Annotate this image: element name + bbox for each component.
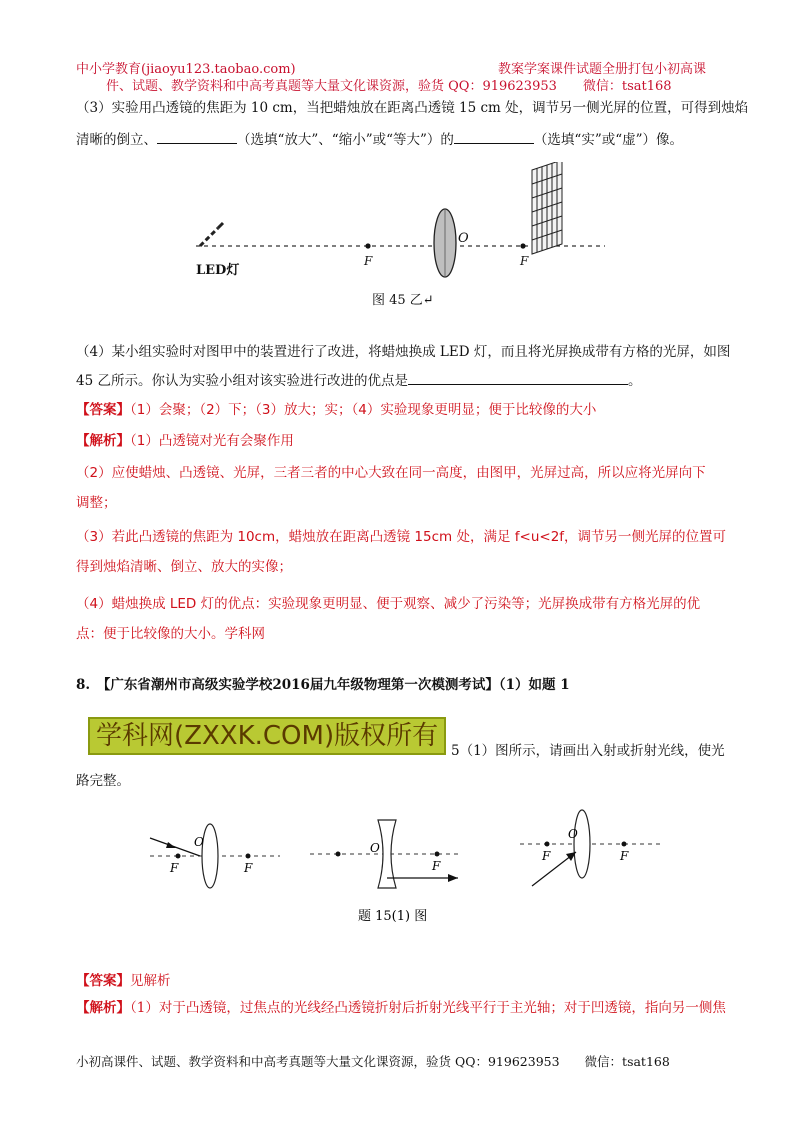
f-right-label: F [520,254,529,268]
analysis-7-l3: 调整； [76,495,117,511]
analysis-7-l6: （4）蜡烛换成 LED 灯的优点：实验现象更明显、便于观察、减少了污染等；光屏换成带有方格光屏的优 [76,596,701,612]
analysis-7-tag: 【解析】 [76,433,130,449]
q3-line1: （3）实验用凸透镜的焦距为 10 cm，当把蜡烛放在距离凸透镜 15 cm 处，调节另一侧光屏的位置，可得到烛焰 [76,100,749,116]
convex-lens-3 [574,810,590,878]
o-label-1: O [194,835,204,849]
q4-line2-end: 。 [627,373,642,389]
analysis-7-l2: （2）应使蜡烛、凸透镜、光屏，三者三者的中心大致在同一高度，由图甲，光屏过高，所以应将光屏向下 [76,465,706,481]
figure15-caption: 题 15(1) 图 [358,909,428,924]
q4-line1: （4）某小组实验时对图甲中的装置进行了改进，将蜡烛换成 LED 灯，而且将光屏换成带有方格的光屏，如图 [76,344,731,360]
q4-line2-text: 45 乙所示。你认为实验小组对该实验进行改进的优点是 [76,373,408,389]
o-label-3: O [568,827,578,841]
figure-45-diagram [190,162,610,312]
figure-15-diagram [140,800,680,930]
q3-line2-b: （选填“放大”、“缩小”或“等大”）的 [237,132,454,148]
answer-8-tag: 【答案】 [76,973,130,989]
q4-line2 [76,368,641,394]
analysis-7-l1: （1）凸透镜对光有会聚作用 [130,433,294,449]
analysis-7-l4: （3）若此凸透镜的焦距为 10cm，蜡烛放在距离凸透镜 15cm 处，满足 f<u<2f，调节另一侧光屏的位置可 [76,529,727,545]
arrow-icon [448,874,458,882]
arrow-icon [166,842,176,848]
blank-3[interactable] [408,369,628,385]
analysis-7-l7: 点：便于比较像的大小。学科网 [76,626,265,642]
answer-8 [76,968,171,994]
answer-8-text: 见解析 [130,973,171,989]
header-right: 教案学案课件试题全册打包小初高课 [498,62,707,77]
f-label-1b: F [244,861,253,875]
f-left-label: F [364,254,373,268]
convex-lens-1 [202,824,218,888]
answer-7 [76,397,596,423]
analysis-8 [76,995,726,1021]
f-label-1a: F [170,861,179,875]
f-label-3a: F [542,849,551,863]
analysis-7-l5: 得到烛焰清晰、倒立、放大的实像； [76,559,292,575]
analysis-7-line1 [76,428,294,454]
figure45-caption: 图 45 乙↵ [372,293,434,308]
q3-line2-c: （选填“实”或“虚”）像。 [533,132,684,148]
answer-7-tag: 【答案】 [76,402,130,418]
analysis-8-text: （1）对于凸透镜，过焦点的光线经凸透镜折射后折射光线平行于主光轴；对于凹透镜，指向另一侧焦 [130,1000,726,1016]
led-lamp-icon [200,223,223,246]
focus-point-left [365,243,370,248]
header-line2: 件、试题、教学资料和中高考真题等大量文化课资源，验货 QQ：919623953 微信：tsat168 [106,79,672,94]
q3-line2 [76,127,683,153]
header-left: 中小学教育(jiaoyu123.taobao.com) [76,62,296,77]
blank-2[interactable] [454,128,534,144]
q8-line2: 路完整。 [76,773,130,789]
diagram-1 [150,824,280,888]
answer-7-text: （1）会聚；（2）下；（3）放大；实；（4）实验现象更明显；便于比较像的大小 [130,402,597,418]
analysis-8-tag: 【解析】 [76,1000,130,1016]
copyright-banner: 学科网(ZXXK.COM)版权所有 [88,717,446,755]
diagram-3 [520,810,660,886]
grid-screen-icon [532,162,562,254]
f-label-2: F [432,859,441,873]
q3-line2-a: 清晰的倒立、 [76,132,157,148]
blank-1[interactable] [157,128,237,144]
q8-line1-tail: 5（1）图所示，请画出入射或折射光线，使光 [451,743,725,759]
diagram-2 [310,820,460,888]
f-label-3b: F [620,849,629,863]
focus-point-right [520,243,525,248]
footer: 小初高课件、试题、教学资料和中高考真题等大量文化课资源，验货 QQ：919623953 微信：tsat168 [76,1054,670,1069]
o-label: O [458,231,469,246]
o-label-2: O [370,841,380,855]
incident-ray-1 [150,838,200,856]
led-label: LED灯 [196,263,240,278]
q8-title: 8. 【广东省潮州市高级实验学校2016届九年级物理第一次模测考试】（1）如题 1 [76,677,570,693]
